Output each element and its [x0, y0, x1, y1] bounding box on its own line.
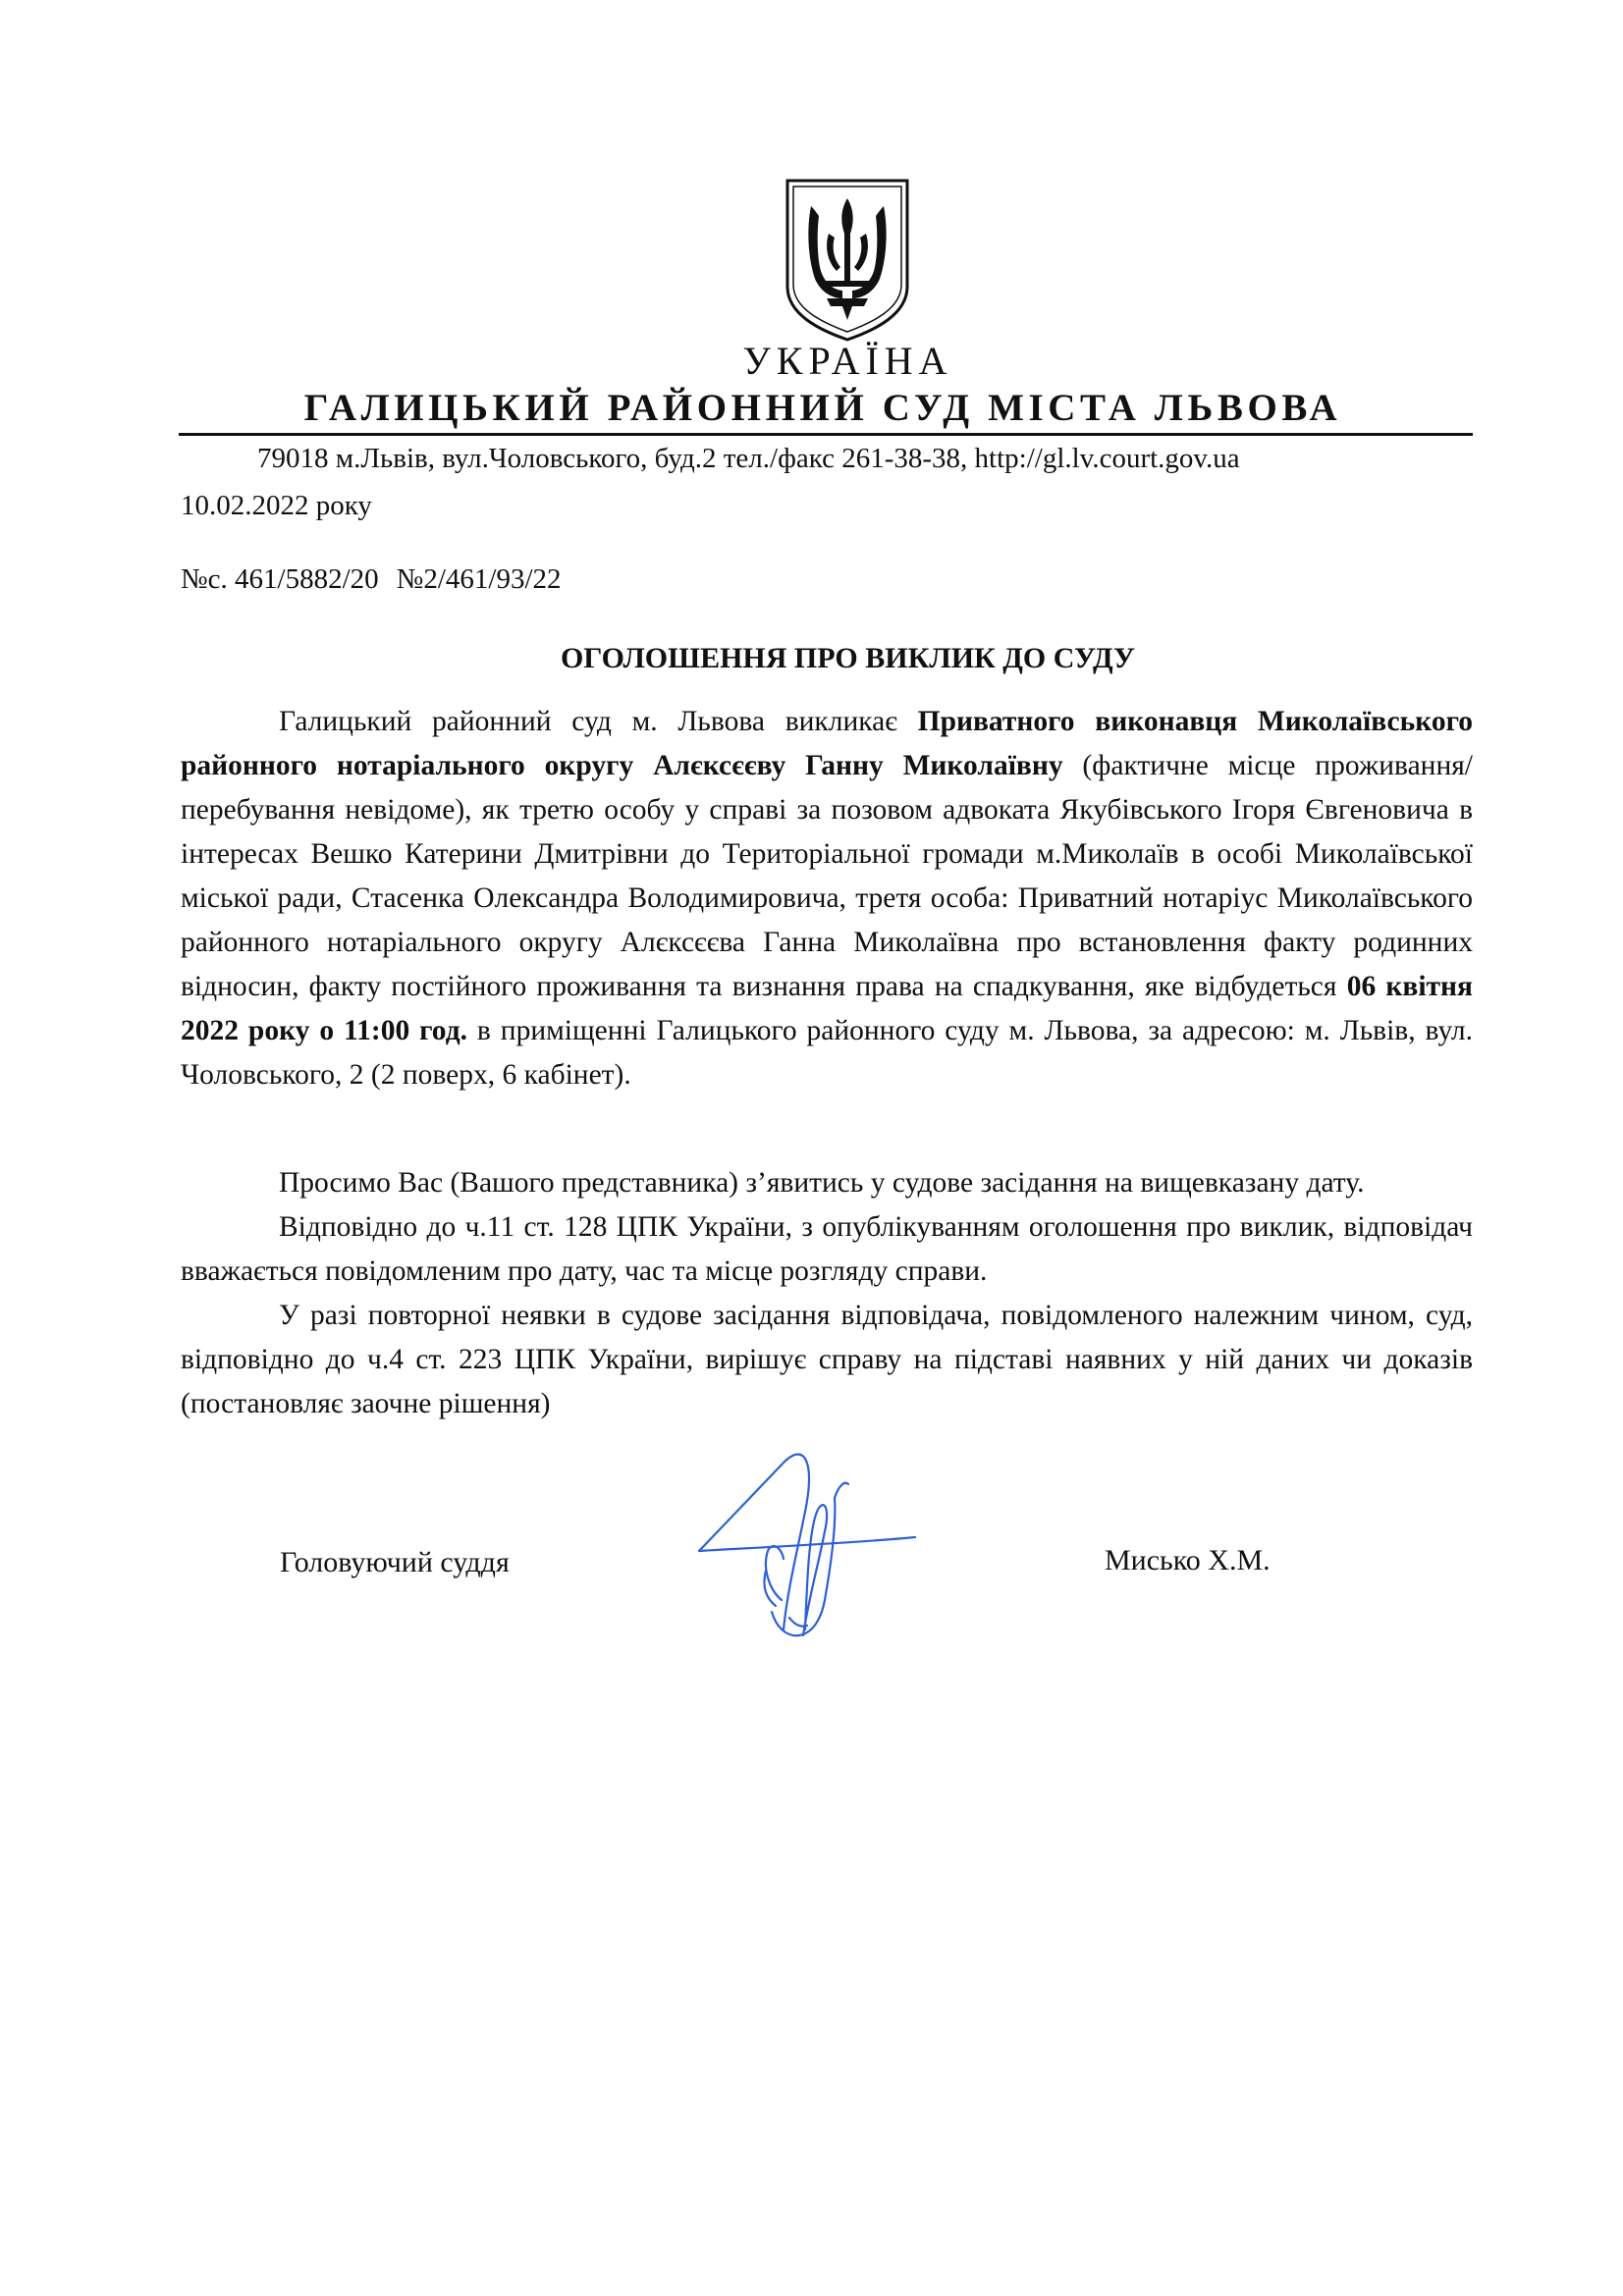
followup-paragraphs — [181, 1161, 1473, 1426]
notice-paragraph: Відповідно до ч.11 ст. 128 ЦПК України, з опублікуванням оголошення про виклик, відповідач вважається повідомленим про дату, час та місце розгляду справи. — [181, 1211, 1473, 1287]
court-address: 79018 м.Львів, вул.Чоловського, буд.2 тел./факс 261-38-38, http://gl.lv.court.gov.ua — [257, 443, 1240, 474]
court-name: ГАЛИЦЬКИЙ РАЙОННИЙ СУД МІСТА ЛЬВОВА — [303, 387, 1342, 429]
judge-name: Мисько Х.М. — [1105, 1544, 1271, 1576]
case-number-2: №2/461/93/22 — [396, 563, 562, 595]
summons-paragraph — [181, 700, 1473, 1097]
summons-text-3: в приміщенні Галицького районного суду м. Львова, за адресою: м. Львів, вул. Чоловського, 2 (2 поверх, 6 кабінет). — [181, 1015, 1473, 1091]
handwritten-signature — [687, 1404, 923, 1698]
trident-coat-of-arms-icon — [782, 177, 913, 344]
document-date: 10.02.2022 року — [181, 490, 372, 521]
request-paragraph: Просимо Вас (Вашого представника) з’явитись у судове засідання на вищевказану дату. — [279, 1167, 1365, 1199]
summoned-party: Приватного виконавця Миколаївського районного нотаріального округу Алєксєєву Ганну Миколаївну — [181, 706, 1473, 781]
summons-text-1: Галицький районний суд м. Львова викликає — [279, 706, 918, 737]
default-judgment-paragraph: У разі повторної неявки в судове засідання відповідача, повідомленого належним чином, суд, відповідно до ч.4 ст. 223 ЦПК України, вирішує справу на підставі наявних у ній даних чи доказів (постановляє заочне рішення) — [181, 1300, 1473, 1419]
case-numbers — [181, 561, 562, 598]
hearing-datetime: 06 квітня 2022 року о 11:00 год. — [181, 971, 1473, 1046]
judge-title: Головуючий суддя — [280, 1546, 510, 1578]
header-divider — [179, 433, 1473, 436]
country-name: УКРАЇНА — [742, 339, 953, 383]
document-title: ОГОЛОШЕННЯ ПРО ВИКЛИК ДО СУДУ — [560, 642, 1136, 674]
summons-text-2: (фактичне місце проживання/перебування невідоме), як третю особу у справі за позовом адвоката Якубівського Ігоря Євгеновича в інтересах Вешко Катерини Дмитрівни до Територіальної громади м.Миколаїв в особі Миколаївської міської ради, Стасенка Олександра Володимировича, третя особа: Приватний нотаріус Миколаївського районного нотаріального округу Алєксєєва Ганна Миколаївна про встановлення факту родинних відносин, факту постійного проживання та визнання права на спадкування, яке відбудеться — [181, 750, 1473, 1002]
case-number-1: №с. 461/5882/20 — [181, 563, 379, 595]
